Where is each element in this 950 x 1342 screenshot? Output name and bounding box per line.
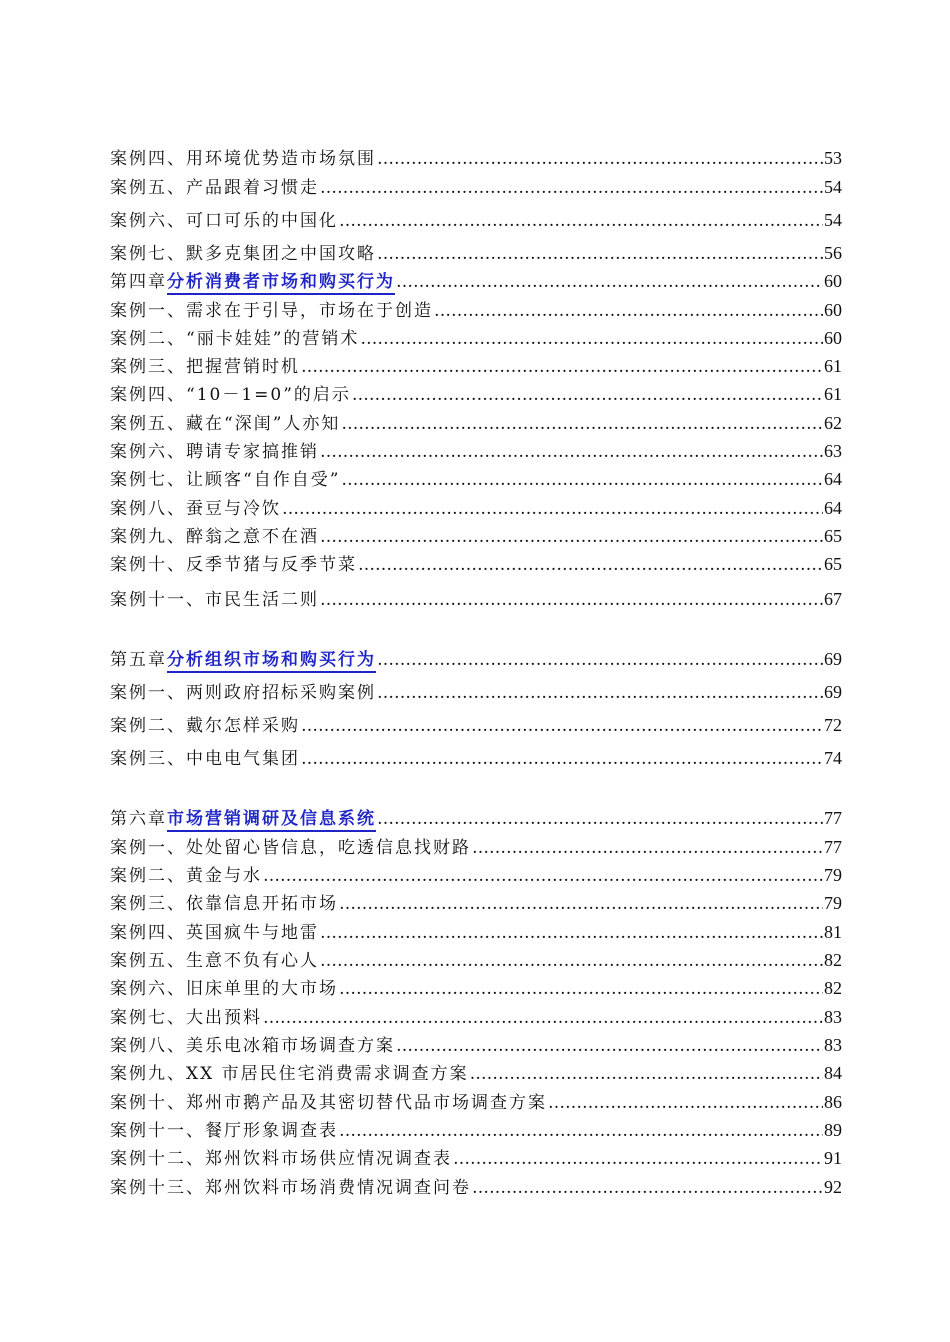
- toc-leader-dots: [339, 894, 823, 914]
- toc-page-number: 62: [824, 413, 842, 433]
- toc-entry-title: 案例八、蚕豆与冷饮: [110, 499, 281, 519]
- toc-leader-dots: [377, 809, 823, 829]
- toc-entry[interactable]: [110, 711, 842, 736]
- toc-entry-title: 案例三、依靠信息开拓市场: [110, 894, 338, 914]
- toc-entry[interactable]: [110, 585, 842, 610]
- toc-page-number: 60: [824, 328, 842, 348]
- toc-leader-dots: [263, 866, 823, 886]
- toc-entry-title: 案例二、戴尔怎样采购: [110, 716, 300, 736]
- toc-leader-dots: [377, 149, 823, 169]
- toc-entry-title: 案例一、两则政府招标采购案例: [110, 683, 376, 703]
- toc-entry-title: 案例八、美乐电冰箱市场调查方案: [110, 1036, 395, 1056]
- toc-page-number: 77: [824, 808, 842, 828]
- toc-leader-dots: [341, 414, 823, 434]
- toc-entry[interactable]: [110, 465, 842, 490]
- toc-page-number: 63: [824, 441, 842, 461]
- toc-leader-dots: [320, 527, 823, 547]
- toc-page-number: 67: [824, 589, 842, 609]
- toc-page-number: 54: [824, 177, 842, 197]
- toc-leader-dots: [377, 244, 823, 264]
- toc-page-number: 83: [824, 1007, 842, 1027]
- toc-leader-dots: [301, 716, 823, 736]
- toc-chapter-heading[interactable]: [110, 267, 842, 292]
- toc-entry-title: 案例五、藏在“深闺”人亦知: [110, 414, 341, 434]
- toc-entry-title: 案例二、黄金与水: [110, 866, 262, 886]
- toc-leader-dots: [301, 357, 823, 377]
- toc-page-number: 61: [824, 356, 842, 376]
- toc-entry-title: 案例六、聘请专家搞推销: [110, 442, 319, 462]
- toc-entry-title: 案例二、“丽卡娃娃”的营销术: [110, 329, 360, 349]
- chapter-number: 第四章: [110, 272, 167, 292]
- chapter-name: 分析组织市场和购买行为: [167, 650, 376, 673]
- toc-leader-dots: [339, 979, 823, 999]
- toc-page-number: 72: [824, 715, 842, 735]
- toc-entry-title: 案例五、产品跟着习惯走: [110, 178, 319, 198]
- toc-leader-dots: [282, 499, 823, 519]
- toc-entry-title: 案例五、生意不负有心人: [110, 951, 319, 971]
- toc-leader-dots: [320, 590, 823, 610]
- toc-page-number: 56: [824, 243, 842, 263]
- toc-page-number: 84: [824, 1063, 842, 1083]
- toc-page-number: 69: [824, 682, 842, 702]
- toc-entry[interactable]: [110, 380, 842, 405]
- toc-entry[interactable]: [110, 296, 842, 321]
- toc-entry[interactable]: [110, 833, 842, 858]
- toc-page-number: 65: [824, 526, 842, 546]
- toc-page-number: 61: [824, 384, 842, 404]
- toc-entry-title: 案例九、醉翁之意不在酒: [110, 527, 319, 547]
- toc-entry[interactable]: [110, 437, 842, 462]
- toc-entry-title: 案例六、旧床单里的大市场: [110, 979, 338, 999]
- toc-entry-title: 案例十一、市民生活二则: [110, 590, 319, 610]
- toc-page-number: 92: [824, 1177, 842, 1197]
- toc-entry-title: 案例四、用环境优势造市场氛围: [110, 149, 376, 169]
- toc-leader-dots: [377, 683, 823, 703]
- toc-leader-dots: [358, 555, 823, 575]
- toc-page-number: 79: [824, 893, 842, 913]
- toc-chapter-heading[interactable]: [110, 804, 842, 829]
- toc-entry[interactable]: [110, 1031, 842, 1056]
- toc-entry-title: 案例十三、郑州饮料市场消费情况调查问卷: [110, 1178, 471, 1198]
- toc-leader-dots: [434, 301, 823, 321]
- toc-entry-title: 案例三、中电电气集团: [110, 749, 300, 769]
- toc-leader-dots: [320, 442, 823, 462]
- toc-entry[interactable]: [110, 974, 842, 999]
- toc-entry-title: 案例七、让顾客“自作自受”: [110, 470, 341, 490]
- toc-leader-dots: [352, 385, 823, 405]
- toc-entry[interactable]: [110, 352, 842, 377]
- toc-entry-title: 案例十、反季节猪与反季节菜: [110, 555, 357, 575]
- toc-entry[interactable]: [110, 239, 842, 264]
- toc-leader-dots: [548, 1093, 823, 1113]
- toc-entry[interactable]: [110, 678, 842, 703]
- toc-entry[interactable]: [110, 861, 842, 886]
- toc-entry[interactable]: [110, 744, 842, 769]
- toc-entry-title: 案例七、默多克集团之中国攻略: [110, 244, 376, 264]
- toc-page-number: 82: [824, 978, 842, 998]
- toc-page-number: 65: [824, 554, 842, 574]
- toc-leader-dots: [472, 838, 823, 858]
- toc-entry[interactable]: [110, 1088, 842, 1113]
- toc-leader-dots: [470, 1064, 823, 1084]
- toc-leader-dots: [341, 470, 823, 490]
- toc-entry[interactable]: [110, 522, 842, 547]
- chapter-number: 第六章: [110, 809, 167, 829]
- toc-entry[interactable]: [110, 1059, 842, 1084]
- toc-page-number: 54: [824, 210, 842, 230]
- toc-page-number: 64: [824, 469, 842, 489]
- toc-entry[interactable]: [110, 409, 842, 434]
- toc-entry-title: 案例十一、餐厅形象调查表: [110, 1121, 338, 1141]
- toc-leader-dots: [377, 650, 823, 670]
- toc-entry[interactable]: [110, 1144, 842, 1169]
- toc-entry[interactable]: [110, 324, 842, 349]
- toc-leader-dots: [320, 923, 823, 943]
- toc-page-number: 77: [824, 837, 842, 857]
- toc-entry-title: 案例七、大出预料: [110, 1008, 262, 1028]
- toc-entry-title: 案例六、可口可乐的中国化: [110, 211, 338, 231]
- toc-entry-title: 案例四、“10－1=0”的启示: [110, 385, 351, 405]
- toc-chapter-label: [110, 645, 376, 670]
- toc-entry[interactable]: [110, 1116, 842, 1141]
- toc-entry[interactable]: [110, 918, 842, 943]
- toc-page-number: 89: [824, 1120, 842, 1140]
- toc-page-number: 82: [824, 950, 842, 970]
- toc-leader-dots: [472, 1178, 823, 1198]
- toc-entry-title: 案例九、XX 市居民住宅消费需求调查方案: [110, 1064, 469, 1084]
- toc-page-number: 83: [824, 1035, 842, 1055]
- toc-page-number: 81: [824, 922, 842, 942]
- toc-entry[interactable]: [110, 206, 842, 231]
- toc-leader-dots: [453, 1149, 823, 1169]
- toc-page-number: 53: [824, 148, 842, 168]
- toc-entry[interactable]: [110, 173, 842, 198]
- toc-leader-dots: [263, 1008, 823, 1028]
- toc-page-number: 60: [824, 300, 842, 320]
- toc-entry[interactable]: [110, 144, 842, 169]
- toc-page-number: 91: [824, 1148, 842, 1168]
- toc-chapter-label: [110, 804, 376, 829]
- toc-page-number: 64: [824, 498, 842, 518]
- toc-page-number: 69: [824, 649, 842, 669]
- toc-leader-dots: [320, 951, 823, 971]
- toc-entry-title: 案例一、需求在于引导，市场在于创造: [110, 301, 433, 321]
- toc-chapter-label: [110, 267, 395, 292]
- toc-entry-title: 案例一、处处留心皆信息，吃透信息找财路: [110, 838, 471, 858]
- toc-leader-dots: [339, 1121, 823, 1141]
- toc-entry-title: 案例十、郑州市鹅产品及其密切替代品市场调查方案: [110, 1093, 547, 1113]
- toc-entry[interactable]: [110, 946, 842, 971]
- toc-page-number: 79: [824, 865, 842, 885]
- toc-leader-dots: [320, 178, 823, 198]
- toc-entry[interactable]: [110, 889, 842, 914]
- toc-chapter-heading[interactable]: [110, 645, 842, 670]
- chapter-name: 分析消费者市场和购买行为: [167, 272, 395, 295]
- toc-entry-title: 案例十二、郑州饮料市场供应情况调查表: [110, 1149, 452, 1169]
- toc-leader-dots: [360, 329, 823, 349]
- toc-leader-dots: [396, 272, 823, 292]
- toc-leader-dots: [339, 211, 823, 231]
- chapter-name: 市场营销调研及信息系统: [167, 809, 376, 832]
- toc-page-number: 86: [824, 1092, 842, 1112]
- toc-entry[interactable]: [110, 1003, 842, 1028]
- toc-page-number: 60: [824, 271, 842, 291]
- toc-entry-title: 案例三、把握营销时机: [110, 357, 300, 377]
- chapter-number: 第五章: [110, 650, 167, 670]
- toc-entry[interactable]: [110, 550, 842, 575]
- toc-leader-dots: [396, 1036, 823, 1056]
- toc-page-number: 74: [824, 748, 842, 768]
- toc-entry[interactable]: [110, 494, 842, 519]
- toc-entry-title: 案例四、英国疯牛与地雷: [110, 923, 319, 943]
- toc-entry[interactable]: [110, 1173, 842, 1198]
- toc-leader-dots: [301, 749, 823, 769]
